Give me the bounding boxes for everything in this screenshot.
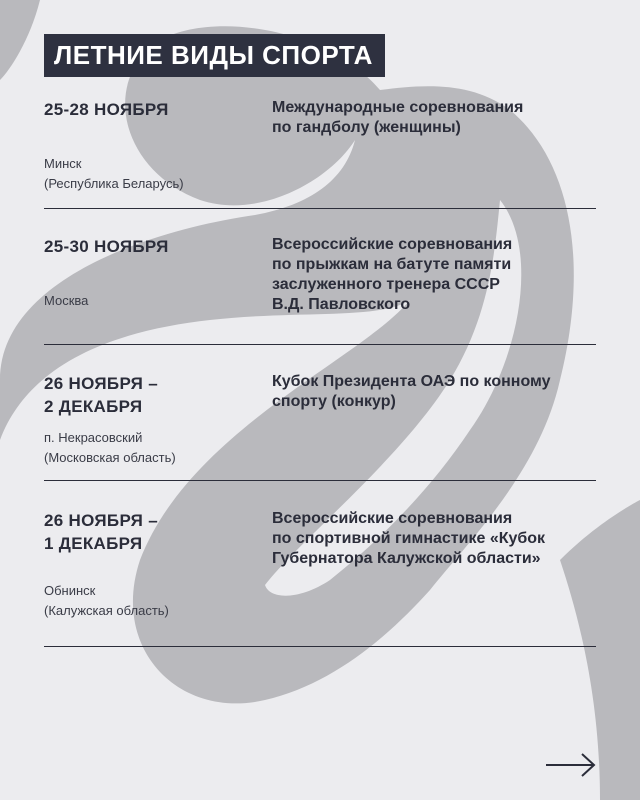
event-location: Минск (Республика Беларусь) [44,156,184,191]
event-date: 26 НОЯБРЯ – 1 ДЕКАБРЯ [44,511,158,553]
event-location: Москва [44,293,89,308]
divider [44,646,596,647]
arrow-right-icon[interactable] [544,750,598,780]
event-title: Международные соревнования по гандболу (женщины) [272,99,524,136]
event-title: Кубок Президента ОАЭ по конному спорту (конкур) [272,373,551,410]
page-title: ЛЕТНИЕ ВИДЫ СПОРТА [54,40,373,70]
divider [44,480,596,481]
event-location: Обнинск (Калужская область) [44,583,169,618]
event-date: 25-28 НОЯБРЯ [44,100,169,119]
event-date: 25-30 НОЯБРЯ [44,237,169,256]
event-title: Всероссийские соревнования по прыжкам на батуте памяти заслуженного тренера СССР В.Д. Павловского [272,236,513,313]
event-title: Всероссийские соревнования по спортивной гимнастике «Кубок Губернатора Калужской области» [272,510,546,567]
event-location: п. Некрасовский (Московская область) [44,430,176,465]
event-date: 26 НОЯБРЯ – 2 ДЕКАБРЯ [44,374,158,416]
divider [44,344,596,345]
page-title-banner [44,34,385,77]
divider [44,208,596,209]
